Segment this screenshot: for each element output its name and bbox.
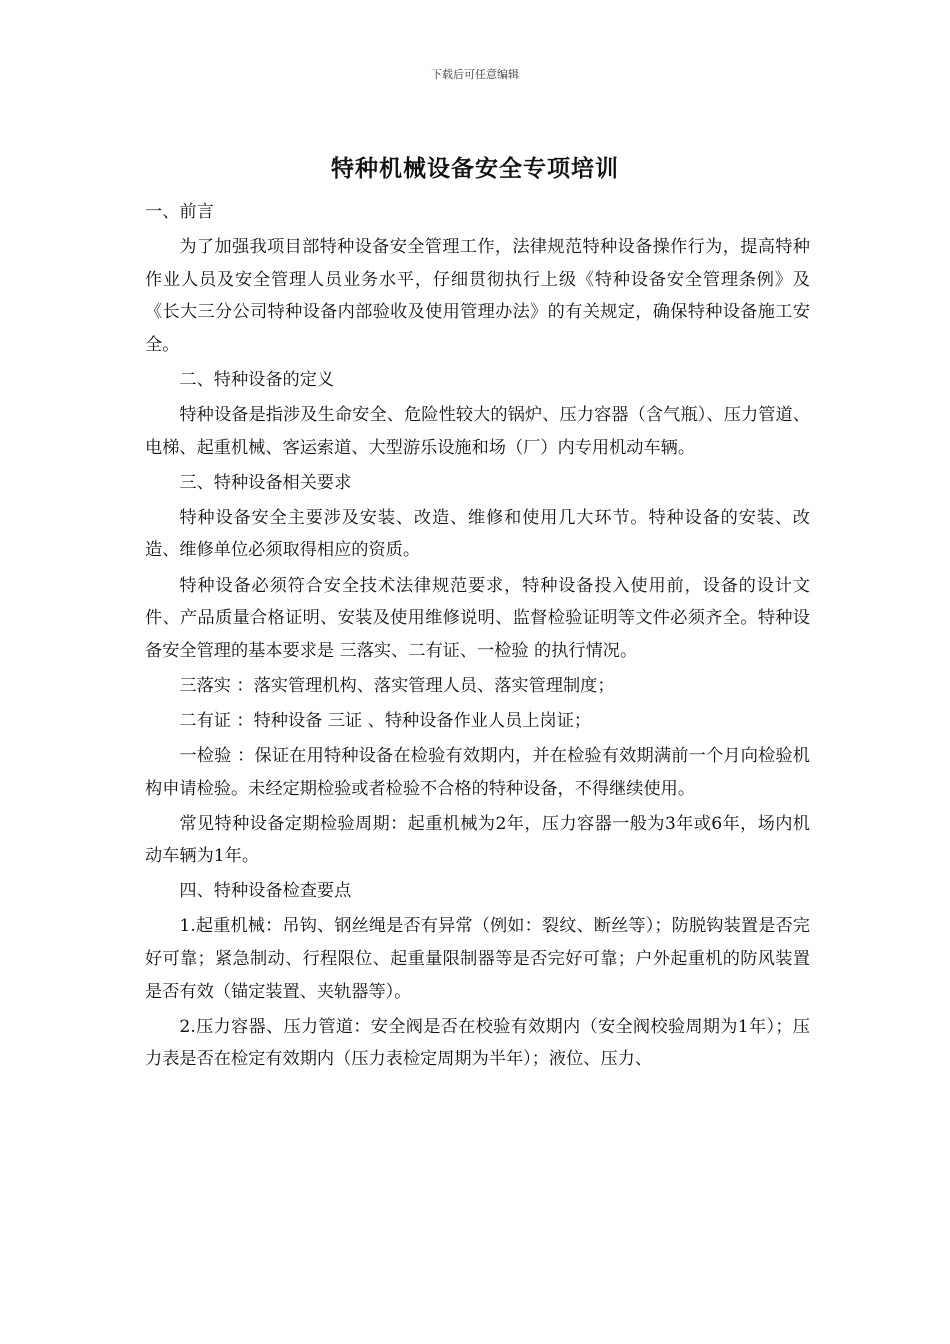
paragraph-checkpoint-pressure: 2.压力容器、压力管道：安全阀是否在校验有效期内（安全阀校验周期为1年）；压力表是否在检定有效期内（压力表检定周期为半年）；液位、压力、 bbox=[145, 1016, 810, 1070]
paragraph-requirements-1: 特种设备安全主要涉及安装、改造、维修和使用几大环节。特种设备的安装、改造、维修单位必须取得相应的资质。 bbox=[145, 507, 810, 561]
section-heading-requirements: 三、特种设备相关要求 bbox=[179, 472, 352, 493]
document-body bbox=[145, 196, 810, 1078]
header-note: 下载后可任意编辑 bbox=[431, 68, 519, 81]
paragraph-one-inspection: 一检验 ：保证在用特种设备在检验有效期内，并在检验有效期满前一个月向检验机构申请检验。未经定期检验或者检验不合格的特种设备，不得继续使用。 bbox=[145, 746, 810, 799]
paragraph-preface: 为了加强我项目部特种设备安全管理工作，法律规范特种设备操作行为，提高特种作业人员及安全管理人员业务水平，仔细贯彻执行上级《特种设备安全管理条例》及《长大三分公司特种设备内部验收及使用管理办法》的有关规定，确保特种设备施工安全。 bbox=[145, 237, 810, 355]
section-heading-definition: 二、特种设备的定义 bbox=[179, 369, 335, 390]
paragraph-definition: 特种设备是指涉及生命安全、危险性较大的锅炉、压力容器（含气瓶）、压力管道、电梯、起重机械、客运索道、大型游乐设施和场（厂）内专用机动车辆。 bbox=[145, 405, 810, 458]
paragraph-three-implementations: 三落实 ：落实管理机构、落实管理人员、落实管理制度； bbox=[179, 675, 615, 696]
paragraph-requirements-2: 特种设备必须符合安全技术法律规范要求，特种设备投入使用前，设备的设计文件、产品质量合格证明、安装及使用维修说明、监督检验证明等文件必须齐全。特种设备安全管理的基本要求是 三落实、二有证、一检验 的执行情况。 bbox=[145, 575, 810, 661]
section-heading-preface: 一、前言 bbox=[145, 202, 214, 222]
section-heading-checkpoints: 四、特种设备检查要点 bbox=[179, 881, 352, 902]
document-title: 特种机械设备安全专项培训 bbox=[331, 156, 619, 182]
paragraph-inspection-cycle: 常见特种设备定期检验周期：起重机械为2年，压力容器一般为3年或6年，场内机动车辆为1年。 bbox=[145, 813, 810, 867]
paragraph-checkpoint-lifting: 1.起重机械：吊钩、钢丝绳是否有异常（例如：裂纹、断丝等）；防脱钩装置是否完好可靠；紧急制动、行程限位、起重量限制器等是否完好可靠；户外起重机的防风装置是否有效（锚定装置、夹轨器等）。 bbox=[145, 916, 810, 1002]
paragraph-two-certificates: 二有证 ：特种设备 三证 、特种设备作业人员上岗证； bbox=[179, 710, 592, 731]
